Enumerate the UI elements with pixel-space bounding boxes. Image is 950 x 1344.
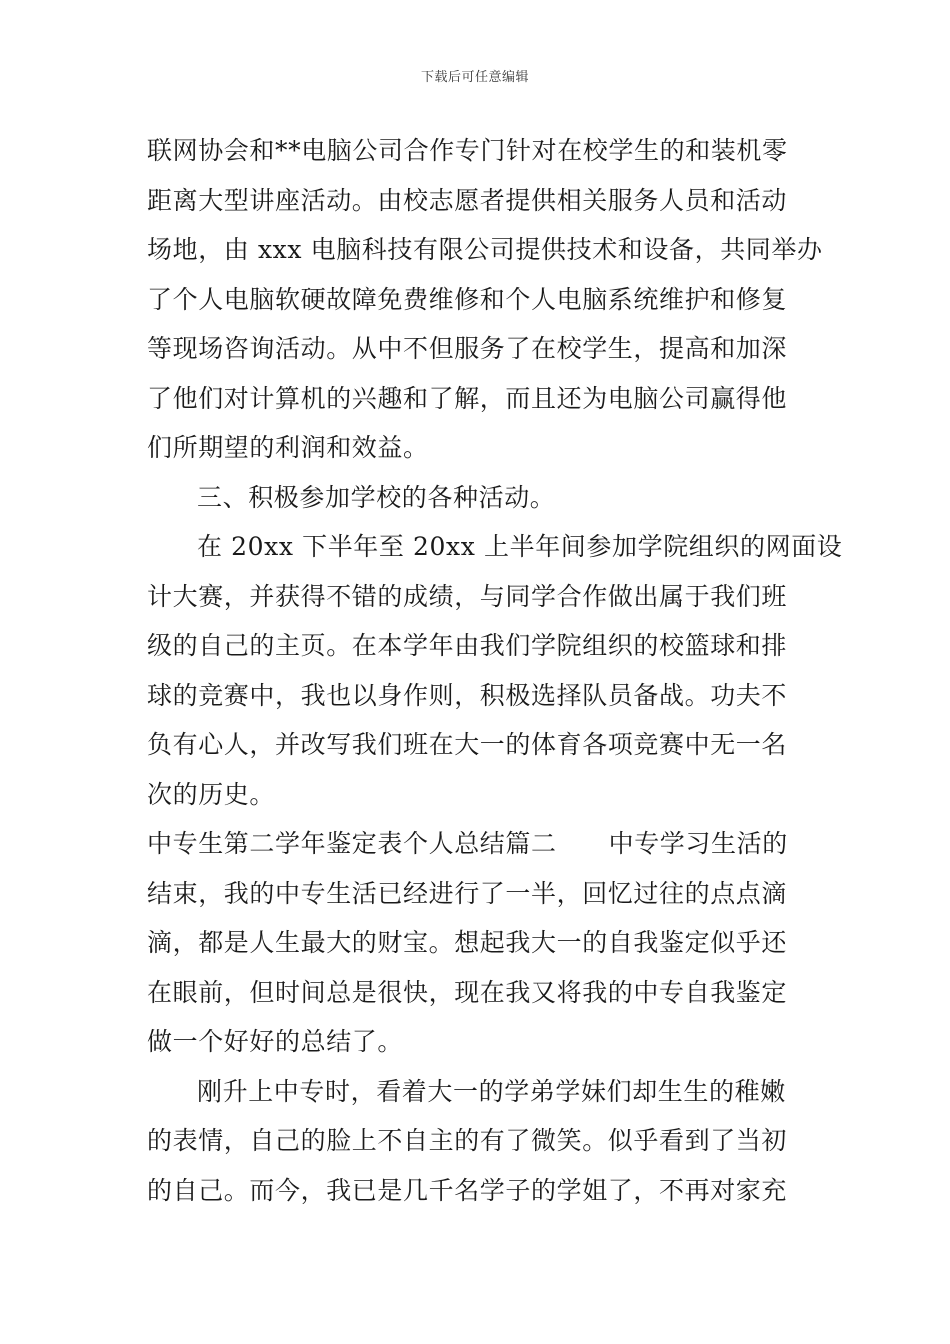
text-line: 们所期望的利润和效益。 bbox=[147, 433, 429, 462]
text-line: 结束，我的中专生活已经进行了一半，回忆过往的点点滴 bbox=[147, 878, 788, 908]
text-line: 级的自己的主页。在本学年由我们学院组织的校篮球和排 bbox=[147, 631, 788, 660]
text-line: 负有心人，并改写我们班在大一的体育各项竞赛中无一名 bbox=[147, 730, 788, 759]
text-line: 次的历史。 bbox=[147, 779, 276, 809]
text-segment: 中专学习生活的 bbox=[608, 829, 788, 858]
text-line: 联网协会和**电脑公司合作专门针对在校学生的和装机零 bbox=[147, 136, 788, 165]
text-line: 场地，由 xxx 电脑科技有限公司提供技术和设备，共同举办 bbox=[147, 235, 823, 264]
text-line: 距离大型讲座活动。由校志愿者提供相关服务人员和活动 bbox=[147, 185, 788, 215]
page-header: 下载后可任意编辑 bbox=[420, 70, 529, 85]
text-line: 在 20xx 下半年至 20xx 上半年间参加学院组织的网面设 bbox=[197, 532, 843, 561]
text-line: 等现场咨询活动。从中不但服务了在校学生，提高和加深 bbox=[147, 334, 788, 363]
text-line: 球的竞赛中，我也以身作则，积极选择队员备战。功夫不 bbox=[147, 680, 788, 710]
text-line: 做一个好好的总结了。 bbox=[147, 1027, 404, 1056]
text-line: 滴，都是人生最大的财宝。想起我大一的自我鉴定似乎还 bbox=[147, 928, 788, 957]
text-line: 刚升上中专时，看着大一的学弟学妹们却生生的稚嫩 bbox=[197, 1076, 786, 1106]
text-line: 计大赛，并获得不错的成绩，与同学合作做出属于我们班 bbox=[147, 581, 788, 611]
text-line: 在眼前，但时间总是很快，现在我又将我的中专自我鉴定 bbox=[147, 977, 788, 1007]
text-line: 了个人电脑软硬故障免费维修和个人电脑系统维护和修复 bbox=[147, 284, 788, 314]
article-title-line bbox=[147, 819, 807, 869]
article-title: 中专生第二学年鉴定表个人总结篇二 bbox=[147, 829, 557, 858]
text-line: 的表情，自己的脸上不自主的有了微笑。似乎看到了当初 bbox=[147, 1126, 788, 1155]
text-line: 了他们对计算机的兴趣和了解，而且还为电脑公司赢得他 bbox=[147, 383, 788, 413]
document-body bbox=[147, 126, 843, 1215]
section-heading: 三、积极参加学校的各种活动。 bbox=[197, 482, 556, 512]
text-line: 的自己。而今，我已是几千名学子的学姐了，不再对家充 bbox=[147, 1175, 788, 1205]
